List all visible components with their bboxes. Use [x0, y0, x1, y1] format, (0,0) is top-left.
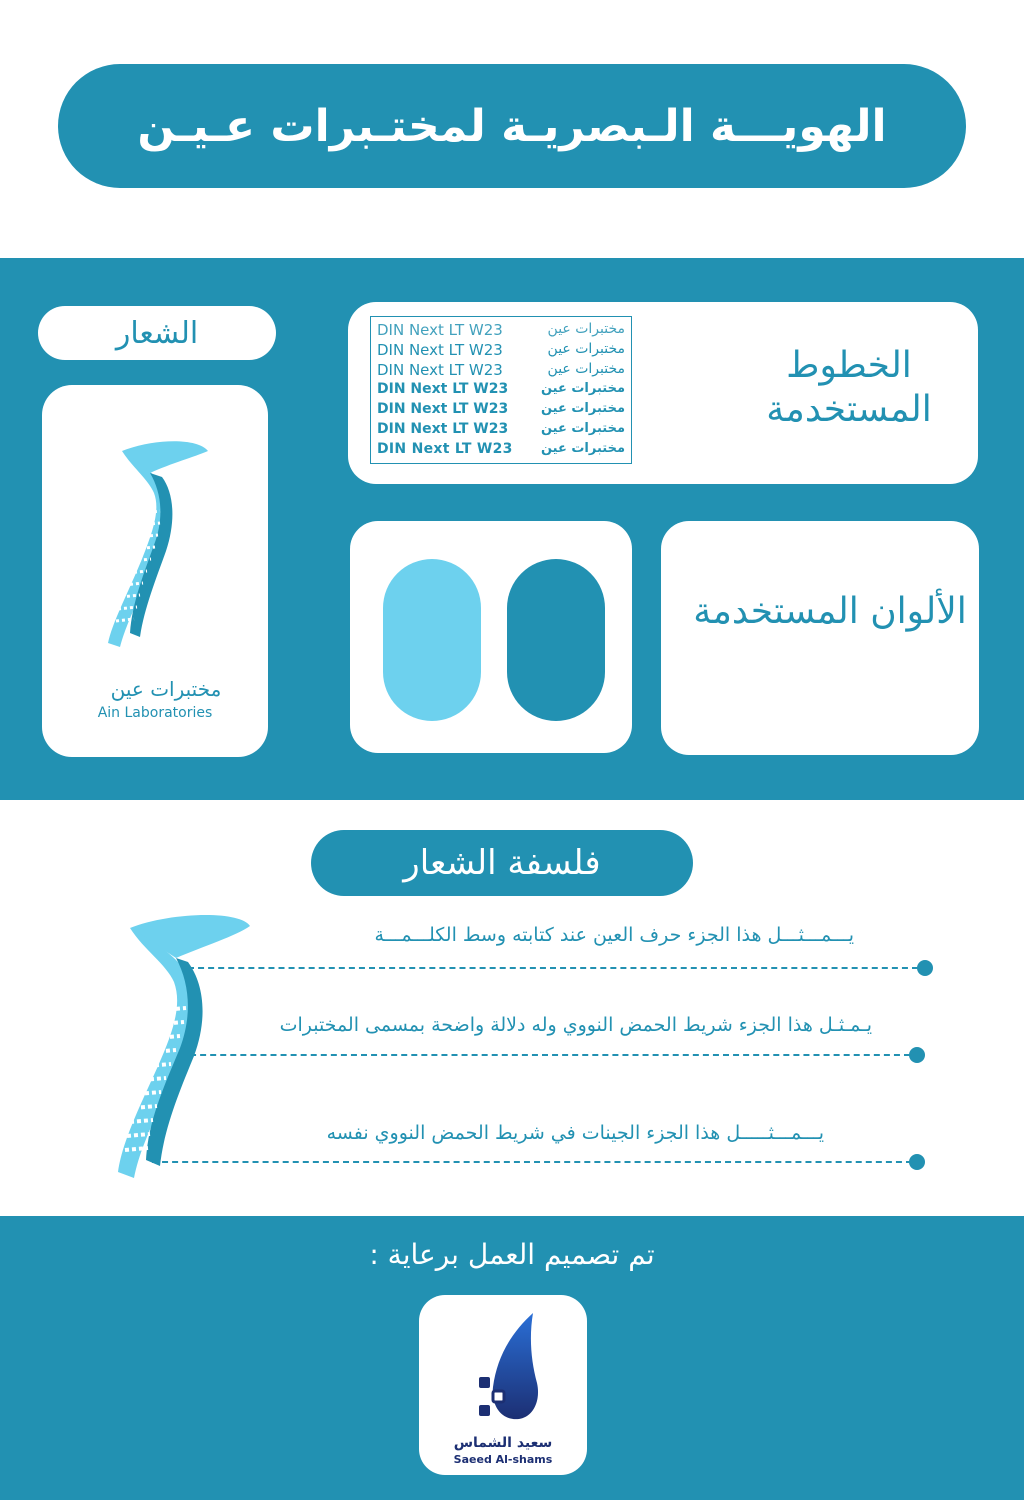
logo-section-label [38, 306, 276, 360]
designer-logo-card [419, 1295, 587, 1475]
philosophy-line-3: يـــمـــثـــــل هذا الجزء الجينات في شريط الحمض النووي نفسه [326, 1122, 824, 1144]
logo-name-arabic: مختبرات عين [110, 677, 222, 701]
philosophy-connector-1 [188, 967, 918, 969]
philosophy-bullet-1 [917, 960, 933, 976]
designer-logo-icon [471, 1309, 541, 1429]
logo-name-english: Ain Laboratories [97, 705, 213, 721]
font-sample-row [371, 401, 631, 421]
font-sample-arabic: مختبرات عين [540, 441, 625, 456]
font-sample-row [371, 381, 631, 401]
font-sample-arabic: مختبرات عين [547, 361, 625, 377]
colors-title: الألوان المستخدمة [693, 591, 967, 632]
philosophy-title: فلسفة الشعار [403, 843, 601, 883]
footer-credit-text: تم تصميم العمل برعاية : [369, 1238, 655, 1271]
title-banner [58, 64, 966, 188]
page-title: الهويـــة الـبصريـة لمختـبرات عـيـن [137, 100, 887, 152]
font-sample-row [371, 341, 631, 361]
designer-name-arabic: سعيد الشماس [453, 1435, 553, 1451]
font-sample-row [371, 441, 631, 461]
color-swatches-card [350, 521, 632, 753]
philosophy-connector-3 [152, 1161, 912, 1163]
designer-name-english: Saeed Al-shams [453, 1453, 553, 1466]
logo-label-text: الشعار [115, 315, 199, 351]
philosophy-bullet-2 [909, 1047, 925, 1063]
logo-card [42, 385, 268, 757]
fonts-card [348, 302, 978, 484]
font-sample-arabic: مختبرات عين [547, 321, 625, 337]
font-sample-arabic: مختبرات عين [540, 401, 625, 416]
font-sample-row [371, 361, 631, 381]
light-blue-swatch [383, 559, 481, 721]
font-samples-box [370, 316, 632, 464]
font-sample-latin: DIN Next LT W23 [377, 381, 509, 397]
font-sample-latin: DIN Next LT W23 [377, 321, 503, 339]
philosophy-title-banner [311, 830, 693, 896]
font-sample-latin: DIN Next LT W23 [377, 401, 509, 417]
font-sample-latin: DIN Next LT W23 [377, 341, 503, 359]
font-sample-latin: DIN Next LT W23 [377, 441, 513, 457]
ain-logo-icon [102, 433, 212, 655]
font-sample-row [371, 321, 631, 341]
dark-blue-swatch [507, 559, 605, 721]
philosophy-line-2: يـمـثـل هذا الجزء شريط الحمض النووي وله دلالة واضحة بمسمى المختبرات [279, 1014, 872, 1036]
font-sample-row [371, 421, 631, 441]
ain-logo-large-icon [100, 906, 260, 1186]
font-sample-latin: DIN Next LT W23 [377, 421, 509, 437]
font-sample-latin: DIN Next LT W23 [377, 361, 503, 379]
font-sample-arabic: مختبرات عين [540, 381, 625, 396]
philosophy-bullet-3 [909, 1154, 925, 1170]
font-sample-arabic: مختبرات عين [547, 341, 625, 357]
philosophy-connector-2 [180, 1054, 910, 1056]
fonts-title: الخطوط المستخدمة [766, 345, 932, 430]
font-sample-arabic: مختبرات عين [540, 421, 625, 436]
colors-card [661, 521, 979, 755]
philosophy-line-1: يـــمـــثـــل هذا الجزء حرف العين عند كتابته وسط الكلـــمـــة [374, 924, 854, 946]
